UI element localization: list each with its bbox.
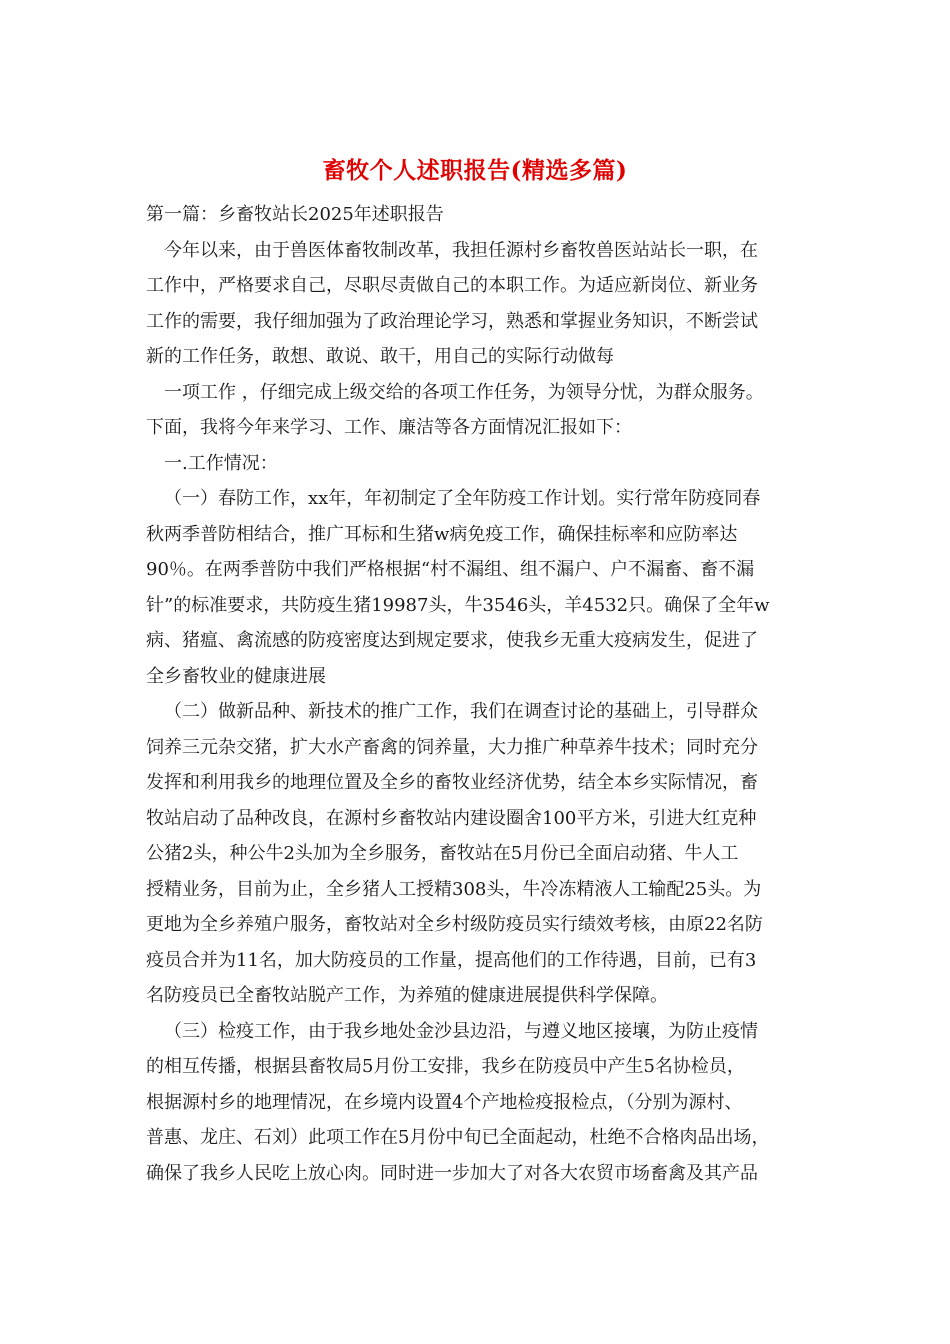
text-line: 发挥和利用我乡的地理位置及全乡的畜牧业经济优势，结全本乡实际情况，畜: [146, 772, 758, 793]
text-line: 一.工作情况：: [164, 452, 278, 474]
text-line: 工作的需要，我仔细加强为了政治理论学习，熟悉和掌握业务知识，不断尝试: [146, 310, 758, 332]
text-line: 疫员合并为11名，加大防疫员的工作量，提高他们的工作待遇，目前，已有3: [146, 949, 757, 971]
document-title: 畜牧个人述职报告(精选多篇): [322, 157, 628, 184]
text-line: 新的工作任务，敢想、敢说、敢干，用自己的实际行动做每: [146, 346, 614, 367]
text-line: 授精业务，目前为止，全乡猪人工授精308头，牛冷冻精液人工输配25头。为: [146, 878, 762, 900]
text-line: 第一篇：乡畜牧站长2025年述职报告: [146, 204, 444, 225]
document-body: [146, 197, 806, 1191]
text-line: （二）做新品种、新技术的推广工作，我们在调查讨论的基础上，引导群众: [164, 701, 758, 722]
text-line: （一）春防工作，xx年，年初制定了全年防疫工作计划。实行常年防疫同春: [164, 488, 761, 509]
text-line: 牧站启动了品种改良，在源村乡畜牧站内建设圈舍100平方米，引进大红克种: [146, 807, 757, 829]
text-line: 根据源村乡的地理情况，在乡境内设置4个产地检疫报检点，（分别为源村、: [146, 1091, 743, 1113]
text-line: 针”的标准要求，共防疫生猪19987头，牛3546头，羊4532只。确保了全年w: [146, 594, 770, 616]
text-line: 的相互传播，根据县畜牧局5月份工安排，我乡在防疫员中产生5名协检员，: [146, 1056, 745, 1077]
text-line: 工作中，严格要求自己，尽职尽责做自己的本职工作。为适应新岗位、新业务: [146, 275, 758, 296]
text-line: 90％。在两季普防中我们严格根据“村不漏组、组不漏户、户不漏畜、畜不漏: [146, 559, 755, 580]
text-line: 今年以来，由于兽医体畜牧制改革，我担任源村乡畜牧兽医站站长一职，在: [164, 239, 758, 261]
text-line: （三）检疫工作，由于我乡地处金沙县边沿，与遵义地区接壤，为防止疫情: [164, 1020, 758, 1042]
text-line: 更地为全乡养殖户服务，畜牧站对全乡村级防疫员实行绩效考核，由原22名防: [146, 914, 763, 935]
text-line: 病、猪瘟、禽流感的防疫密度达到规定要求，使我乡无重大疫病发生，促进了: [146, 630, 758, 651]
text-line: 确保了我乡人民吃上放心肉。同时进一步加大了对各大农贸市场畜禽及其产品: [146, 1162, 758, 1184]
text-line: 秋两季普防相结合，推广耳标和生猪w病免疫工作，确保挂标率和应防率达: [146, 523, 738, 545]
text-line: 全乡畜牧业的健康进展: [146, 665, 326, 687]
text-line: 普惠、龙庄、石刘）此项工作在5月份中旬已全面起动，杜绝不合格肉品出场，: [146, 1127, 770, 1148]
text-line: 下面，我将今年来学习、工作、廉洁等各方面情况汇报如下：: [146, 417, 632, 438]
text-line: 饲养三元杂交猪，扩大水产畜禽的饲养量，大力推广种草养牛技术；同时充分: [146, 736, 758, 758]
text-line: 一项工作 ，仔细完成上级交给的各项工作任务，为领导分忧，为群众服务。: [164, 381, 764, 403]
text-line: 公猪2头，种公牛2头加为全乡服务，畜牧站在5月份已全面启动猪、牛人工: [146, 843, 739, 864]
text-line: 名防疫员已全畜牧站脱产工作，为养殖的健康进展提供科学保障。: [146, 985, 668, 1006]
